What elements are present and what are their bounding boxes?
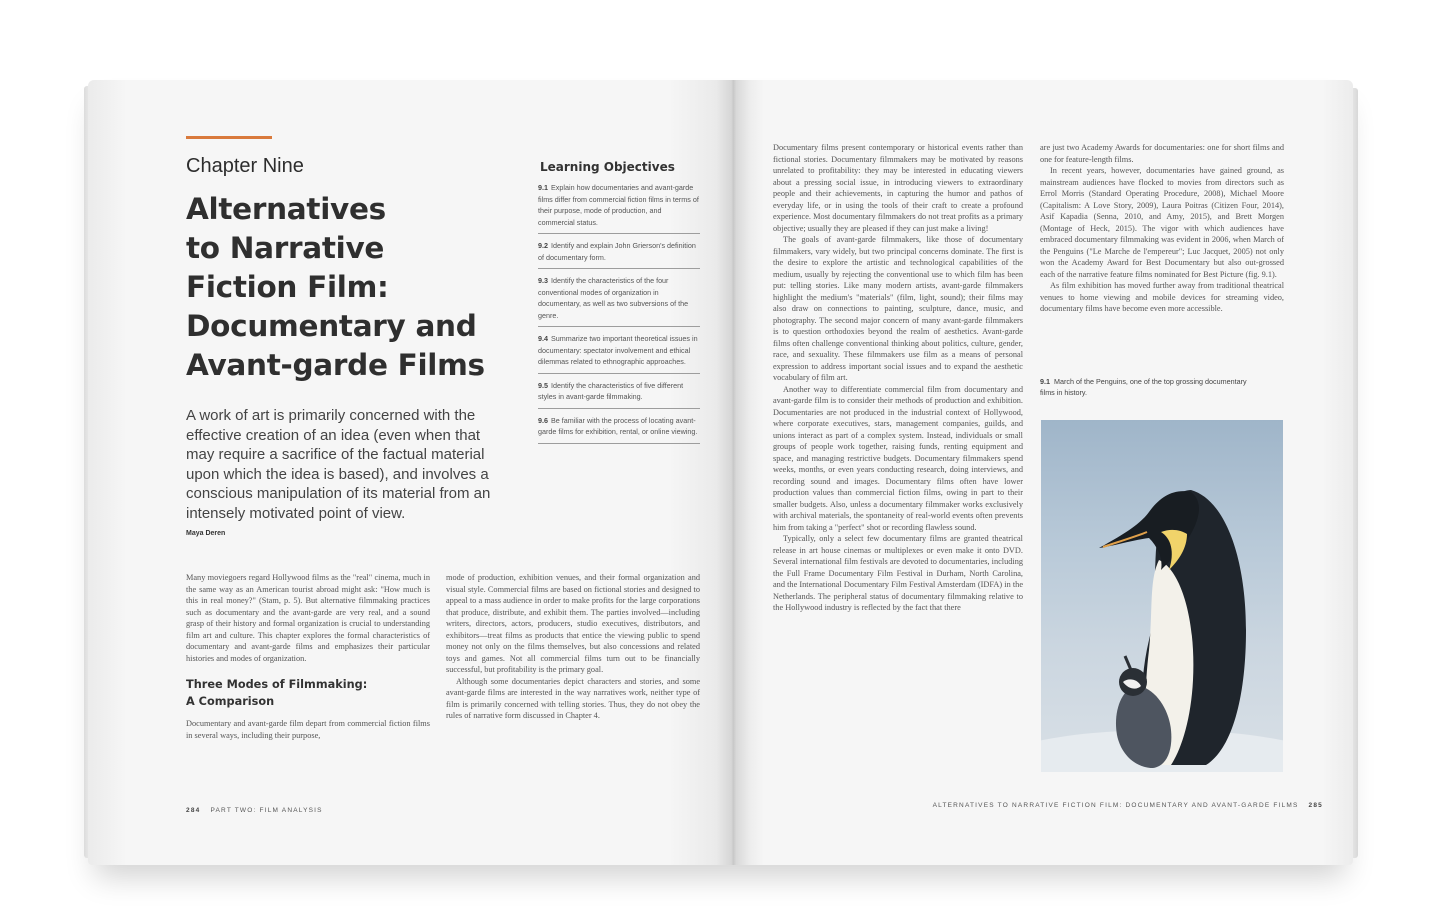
body-paragraph: mode of production, exhibition venues, and their formal organization and visual style. Commercial films are based on fictional stories and designed to appeal to a mass audience in order to make profits for the large corporations that produce, distribute, and exhibit them. The parties involved—including writers, directors, actors, producers, studio executives, distributors, and exhibitors—treat films as products that entice the viewing public to spend money not only on the films themselves, but also concessions and related toys and games. Not all commercial films turn out to be financially successful, but profitability is the primary goal.: [446, 573, 700, 674]
objective-text: Identify the characteristics of the four conventional modes of organization in documentary, as well as two subversions of the genre.: [538, 276, 689, 320]
chapter-label: Chapter Nine: [186, 155, 304, 177]
epigraph-author: Maya Deren: [186, 530, 226, 537]
section-heading-line: Three Modes of Filmmaking:: [186, 678, 368, 691]
objective-number: 9.3: [538, 276, 548, 285]
objective-number: 9.4: [538, 334, 548, 343]
body-paragraph: Documentary films present contemporary or historical events rather than fictional stories. Documentary filmmakers may be motivated by reasons unrelated to profitability: they may be interested in educating viewers about a pressing social issue, in introducing viewers to extraordinary people and their achievements, in capturing the humor and pathos of everyday life, or in using the tools of their craft to create a profound experience. Most documentary filmmakers do not treat profits as a primary objective; usually they are pleased if they can just make a living!: [773, 143, 1023, 233]
body-paragraph: Although some documentaries depict characters and stories, and some avant-garde films are interested in the way narratives work, neither type of film is primarily concerned with telling stories. Thus, they do not obey the rules of narrative form discussed in Chapter 4.: [446, 676, 700, 720]
body-paragraph: As film exhibition has moved further away from traditional theatrical venues to home viewing and mobile devices for streaming video, documentary films have become even more accessible.: [1040, 281, 1284, 313]
left-body-column-1: [186, 572, 430, 741]
objective-text: Identify and explain John Grierson's definition of documentary form.: [538, 241, 696, 262]
right-body-column-1: [773, 142, 1023, 614]
body-paragraph: Another way to differentiate commercial film from documentary and avant-garde film is to consider their methods of production and exhibition. Documentaries are not produced in the industrial context of Hollywood, where corporate executives, stars, management companies, guilds, and unions interact as part of a complex system. Instead, individuals or small groups of people work together, raising funds, renting equipment and space, and managing restrictive budgets. Documentary filmmakers spend weeks, months, or even years conducting research, doing interviews, and recording sound and images. Documentary films often have lower production values than commercial fiction films, owing in part to their smaller budgets. Also, unless a documentary filmmaker works exclusively with archival materials, the spontaneity of real-world events often prevents him from taking a "perfect" shot or recording flawless sound.: [773, 384, 1023, 532]
page-number: 284: [186, 807, 201, 814]
objective-text: Identify the characteristics of five different styles in avant-garde filmmaking.: [538, 380, 684, 401]
learning-objective-item: [538, 180, 700, 234]
running-head: PART TWO: FILM ANALYSIS: [210, 807, 323, 814]
page-number: 285: [1308, 802, 1323, 809]
objective-text: Explain how documentaries and avant-garde films differ from commercial fiction films in terms of their purpose, mode of production, and commercial status.: [538, 183, 699, 227]
objective-number: 9.6: [538, 415, 548, 425]
learning-objective-item: [538, 331, 700, 374]
figure-caption-text: March of the Penguins, one of the top grossing documentary films in history.: [1040, 377, 1247, 397]
learning-objective-item: [538, 238, 700, 269]
chapter-title: [186, 190, 516, 385]
penguin-photo: [1041, 420, 1283, 772]
body-paragraph: Many moviegoers regard Hollywood films as the "real" cinema, much in the same way as an American tourist abroad might ask: "How much is this in real money?" (Stam, p. 5). But alternative filmmaking practices such as documentary and the avant-garde are very real, and a sound grasp of their history and formal organization is crucial to understanding film art and culture. This chapter explores the formal characteristics of documentary and avant-garde films and emphasizes their particular histories and modes of organization.: [186, 573, 430, 663]
objective-text: Summarize two important theoretical issues in documentary: spectator involvement and ethical dilemmas related to ethnographic approaches.: [538, 334, 698, 366]
figure-caption: [1040, 376, 1250, 398]
chapter-title-line: Avant-garde Films: [186, 348, 485, 382]
learning-objectives-title: Learning Objectives: [540, 160, 675, 174]
chapter-accent-rule: [186, 136, 272, 139]
figure-number: 9.1: [1040, 377, 1050, 386]
body-paragraph: Typically, only a select few documentary films are granted theatrical release in art house cinemas or multiplexes or even make it onto DVD. Several international film festivals are devoted to documentaries, including the Full Frame Documentary Film Festival in Durham, North Carolina, and the International Documentary Film Festival Amsterdam (IDFA) in the Netherlands. The peripheral status of documentary filmmaking relative to the Hollywood industry is reflected by the fact that there: [773, 534, 1023, 612]
section-heading: [186, 676, 430, 710]
section-heading-line: A Comparison: [186, 695, 275, 708]
right-folio: [933, 802, 1323, 809]
chapter-title-line: Fiction Film:: [186, 270, 389, 304]
epigraph-quote: A work of art is primarily concerned with the effective creation of an idea (even when that may require a sacrifice of the factual material upon which the idea is based), and involves a conscious manipulation of its material from an intensely motivated point of view.: [186, 407, 491, 522]
learning-objective-item: [538, 378, 700, 409]
learning-objective-item: [538, 413, 700, 444]
penguin-illustration: [1041, 420, 1283, 772]
chapter-title-line: to Narrative: [186, 231, 385, 265]
gutter-shadow: [716, 80, 750, 865]
right-body-column-2: [1040, 142, 1284, 315]
left-page: [88, 80, 733, 865]
objective-number: 9.2: [538, 241, 548, 250]
objective-text: Be familiar with the process of locating avant-garde films for exhibition, rental, or online viewing.: [538, 415, 698, 436]
body-paragraph: In recent years, however, documentaries have gained ground, as mainstream audiences have flocked to movies from directors such as Errol Morris (Standard Operating Procedure, 2008), Michael Moore (Capitalism: A Love Story, 2009), Laura Poitras (Citizen Four, 2014), Asif Kapadia (Senna, 2010, and Amy, 2015), and Brett Morgen (Montage of Heck, 2015). The vigor with which audiences have embraced documentary filmmaking was evident in 2006, when March of the Penguins ("Le Marche de l'empereur"; Luc Jacquet, 2005) not only won the Academy Award for Best Documentary but also out-grossed each of the narrative feature films nominated for Best Picture (fig. 9.1).: [1040, 166, 1284, 279]
left-body-column-2: [446, 572, 700, 722]
chapter-title-line: Documentary and: [186, 309, 477, 343]
running-head: ALTERNATIVES TO NARRATIVE FICTION FILM: DOCUMENTARY AND AVANT-GARDE FILMS: [932, 802, 1299, 809]
body-paragraph: are just two Academy Awards for documentaries: one for short films and one for feature-length films.: [1040, 143, 1284, 164]
body-paragraph: The goals of avant-garde filmmakers, like those of documentary filmmakers, vary widely, but two principal concerns dominate. The first is the desire to explore the artistic and technological capabilities of the medium, usually by rejecting the conventional use to which film has been put: telling stories. Like many modern artists, avant-garde filmmakers highlight the medium's "materials" (film, light, sound); their films may also draw on connections to painting, sculpture, dance, music, and photography. The second major concern of many avant-garde filmmakers is to question orthodoxies beyond the realm of aesthetics. Avant-garde films often challenge conventional thinking about politics, culture, gender, race, and sexuality. These filmmakers use film as a means of personal expression to address important social issues and to expand the aesthetic vocabulary of film art.: [773, 235, 1023, 382]
left-folio: [186, 807, 323, 814]
right-page: [733, 80, 1353, 865]
learning-objectives-list: [538, 180, 700, 448]
body-paragraph: Documentary and avant-garde film depart from commercial fiction films in several ways, including their purpose,: [186, 719, 430, 740]
objective-number: 9.1: [538, 183, 548, 192]
objective-number: 9.5: [538, 380, 548, 390]
learning-objective-item: [538, 273, 700, 327]
chapter-title-line: Alternatives: [186, 192, 386, 226]
penguin-chick-beak: [1125, 656, 1131, 670]
